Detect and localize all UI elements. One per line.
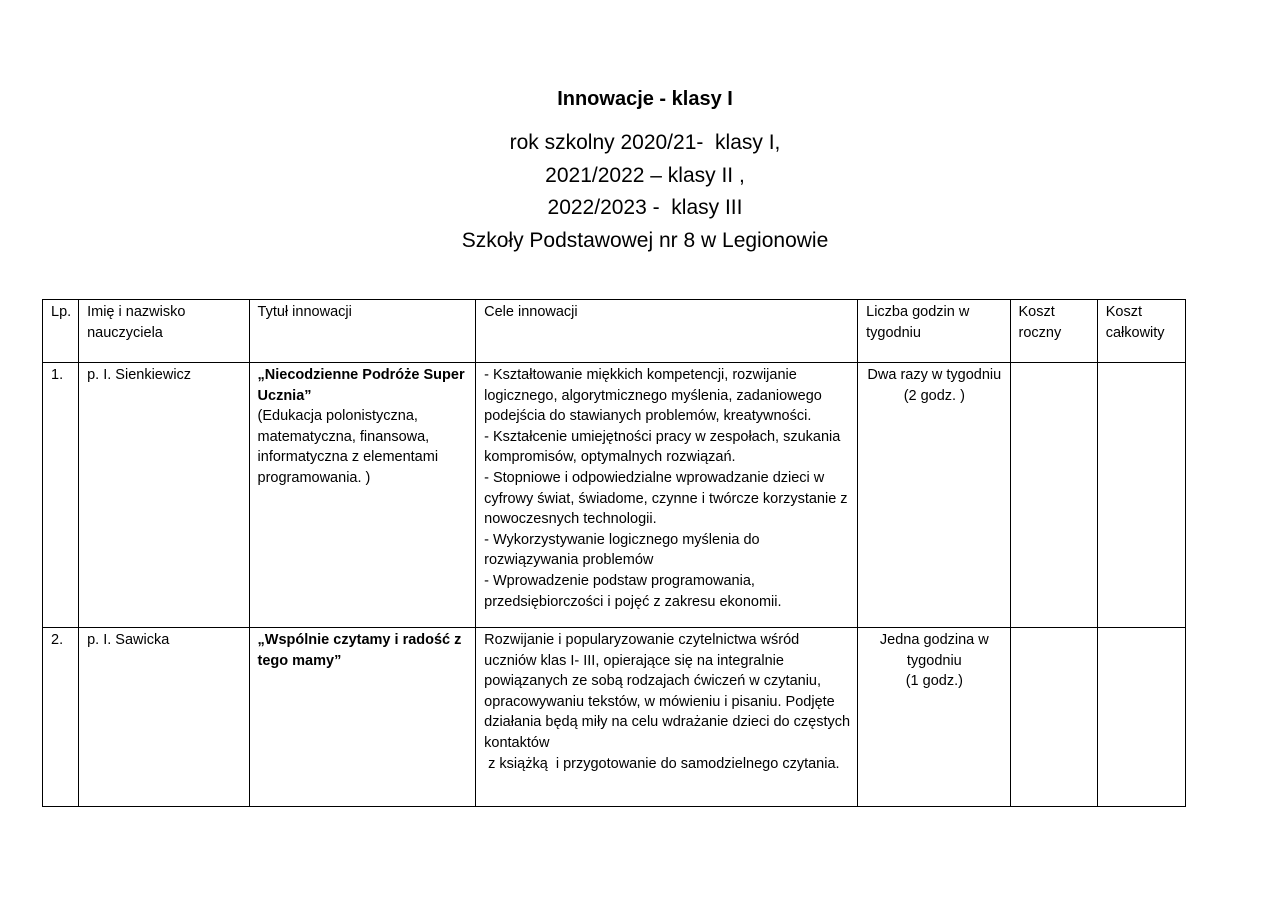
document-subtitle: [0, 127, 1283, 257]
subtitle-line-school: Szkoły Podstawowej nr 8 w Legionowie: [461, 228, 829, 252]
table-header-row: [43, 300, 1186, 363]
hours-value: (1 godz.): [905, 673, 963, 690]
cell-lp: 2.: [43, 628, 79, 807]
cell-teacher-name: p. I. Sawicka: [79, 628, 249, 807]
header-innovation-title: Tytuł innowacji: [249, 300, 476, 363]
hours-description: Jedna godzina w tygodniu: [879, 632, 989, 669]
subtitle-line-year-2: 2021/2022 – klasy II ,: [545, 163, 745, 187]
cell-innovation-goals: - Kształtowanie miękkich kompetencji, rozwijanie logicznego, algorytmicznego myślenia, zadaniowego podejścia do stawianych problemów, kreatywności. - Kształcenie umiejętności pracy w zespołach, szukania kompromisów, optymalnych rozwiązań. - Stopniowe i odpowiedzialne wprowadzanie dzieci w cyfrowy świat, świadome, czynne i twórcze korzystanie z nowoczesnych technologii. - Wykorzystywanie logicznego myślenia do rozwiązywania problemów - Wprowadzenie podstaw programowania, przedsiębiorczości i pojęć z zakresu ekonomii.: [476, 363, 858, 628]
cell-total-cost: [1097, 628, 1185, 807]
cell-weekly-hours: [858, 363, 1010, 628]
document-title: Innowacje - klasy I: [557, 88, 733, 110]
innovation-title-bold: „Wspólnie czytamy i radość z tego mamy”: [257, 632, 462, 669]
cell-teacher-name: p. I. Sienkiewicz: [79, 363, 249, 628]
header-weekly-hours: Liczba godzin w tygodniu: [858, 300, 1010, 363]
hours-value: (2 godz. ): [903, 387, 965, 404]
cell-total-cost: [1097, 363, 1185, 628]
cell-yearly-cost: [1010, 628, 1097, 807]
innovations-table: [42, 299, 1186, 807]
header-total-cost: Koszt całkowity: [1097, 300, 1185, 363]
innovation-title-bold: „Niecodzienne Podróże Super Ucznia”: [257, 367, 465, 404]
innovation-title-description: (Edukacja polonistyczna, matematyczna, finansowa, informatyczna z elementami programowania. ): [257, 408, 439, 486]
cell-yearly-cost: [1010, 363, 1097, 628]
header-yearly-cost: Koszt roczny: [1010, 300, 1097, 363]
subtitle-line-school-year: rok szkolny 2020/21- klasy I,: [509, 131, 781, 154]
header-innovation-goals: Cele innowacji: [476, 300, 858, 363]
header-teacher-name: Imię i nazwisko nauczyciela: [79, 300, 249, 363]
cell-weekly-hours: [858, 628, 1010, 807]
cell-innovation-title: [249, 628, 476, 807]
cell-innovation-goals: Rozwijanie i popularyzowanie czytelnictwa wśród uczniów klas I- III, opierające się na integralnie powiązanych ze sobą rodzajach ćwiczeń w czytaniu, opracowywaniu tekstów, w mówieniu i pisaniu. Podjęte działania będą miły na celu wdrażanie dzieci do częstych kontaktów z książką i przygotowanie do samodzielnego czytania.: [476, 628, 858, 807]
cell-lp: 1.: [43, 363, 79, 628]
hours-description: Dwa razy w tygodniu: [867, 367, 1002, 383]
cell-innovation-title: [249, 363, 476, 628]
table-row: [43, 628, 1186, 807]
table-row: [43, 363, 1186, 628]
header-lp: Lp.: [43, 300, 79, 363]
subtitle-line-year-3: 2022/2023 - klasy III: [547, 196, 743, 219]
